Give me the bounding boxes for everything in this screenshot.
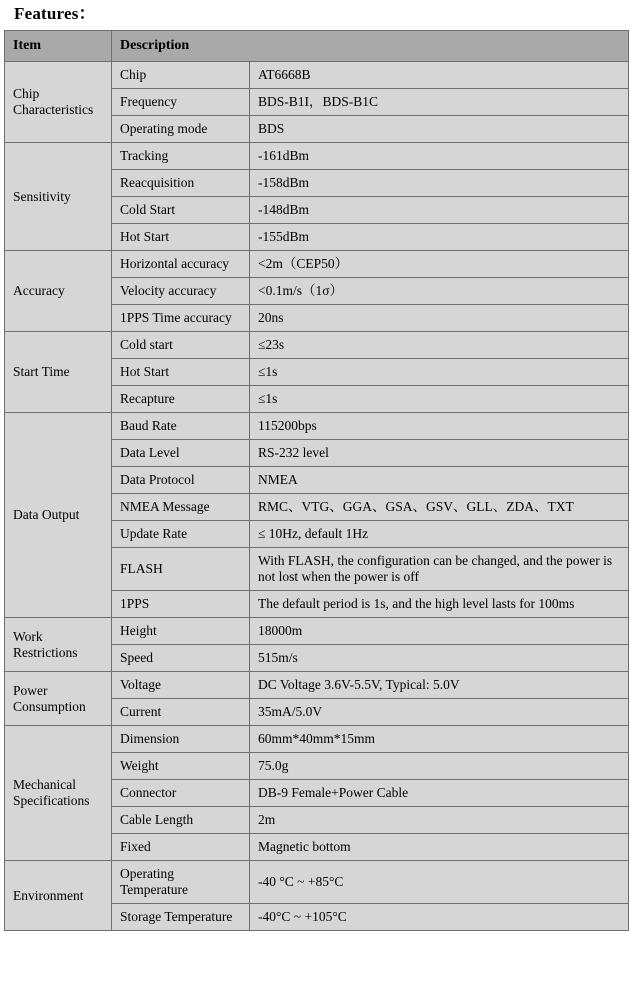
column-header-item: Item xyxy=(5,31,112,62)
parameter-label: Recapture xyxy=(112,386,250,413)
parameter-value: -158dBm xyxy=(250,170,629,197)
page-title: Features： xyxy=(14,4,96,23)
parameter-label: Dimension xyxy=(112,726,250,753)
parameter-label: Speed xyxy=(112,645,250,672)
parameter-value: With FLASH, the configuration can be changed, and the power is not lost when the power is off xyxy=(250,548,629,591)
parameter-value: 75.0g xyxy=(250,753,629,780)
table-row xyxy=(5,861,629,904)
parameter-value: DC Voltage 3.6V-5.5V, Typical: 5.0V xyxy=(250,672,629,699)
parameter-label: Weight xyxy=(112,753,250,780)
parameter-label: Chip xyxy=(112,62,250,89)
parameter-label: Operating Temperature xyxy=(112,861,250,904)
parameter-label: Hot Start xyxy=(112,224,250,251)
table-header xyxy=(5,31,629,62)
parameter-label: Connector xyxy=(112,780,250,807)
parameter-value: ≤23s xyxy=(250,332,629,359)
parameter-value: Magnetic bottom xyxy=(250,834,629,861)
parameter-value: 60mm*40mm*15mm xyxy=(250,726,629,753)
table-row xyxy=(5,62,629,89)
parameter-label: Height xyxy=(112,618,250,645)
parameter-label: Fixed xyxy=(112,834,250,861)
parameter-label: Cold Start xyxy=(112,197,250,224)
table-row xyxy=(5,413,629,440)
parameter-label: Voltage xyxy=(112,672,250,699)
parameter-label: Cable Length xyxy=(112,807,250,834)
parameter-label: Velocity accuracy xyxy=(112,278,250,305)
parameter-label: Baud Rate xyxy=(112,413,250,440)
parameter-label: Reacquisition xyxy=(112,170,250,197)
parameter-label: Horizontal accuracy xyxy=(112,251,250,278)
parameter-label: Data Protocol xyxy=(112,467,250,494)
parameter-label: Update Rate xyxy=(112,521,250,548)
group-label: Mechanical Specifications xyxy=(5,726,112,861)
table-header-row xyxy=(5,31,629,62)
group-label: Sensitivity xyxy=(5,143,112,251)
parameter-value: BDS-B1I，BDS-B1C xyxy=(250,89,629,116)
parameter-value: -40 °C ~ +85°C xyxy=(250,861,629,904)
table-row xyxy=(5,143,629,170)
group-label: Start Time xyxy=(5,332,112,413)
table-row xyxy=(5,332,629,359)
group-label: Environment xyxy=(5,861,112,931)
table-row xyxy=(5,672,629,699)
parameter-label: FLASH xyxy=(112,548,250,591)
parameter-value: NMEA xyxy=(250,467,629,494)
parameter-value: ≤ 10Hz, default 1Hz xyxy=(250,521,629,548)
parameter-value: 115200bps xyxy=(250,413,629,440)
parameter-value: DB-9 Female+Power Cable xyxy=(250,780,629,807)
parameter-value: 515m/s xyxy=(250,645,629,672)
table-body xyxy=(5,62,629,931)
parameter-value: <2m（CEP50） xyxy=(250,251,629,278)
parameter-value: 20ns xyxy=(250,305,629,332)
parameter-value: <0.1m/s（1σ） xyxy=(250,278,629,305)
specifications-table xyxy=(4,30,629,931)
table-row xyxy=(5,618,629,645)
parameter-label: NMEA Message xyxy=(112,494,250,521)
parameter-value: 18000m xyxy=(250,618,629,645)
parameter-value: RMC、VTG、GGA、GSA、GSV、GLL、ZDA、TXT xyxy=(250,494,629,521)
parameter-label: 1PPS xyxy=(112,591,250,618)
parameter-value: -161dBm xyxy=(250,143,629,170)
parameter-value: AT6668B xyxy=(250,62,629,89)
column-header-description: Description xyxy=(112,31,629,62)
table-row xyxy=(5,251,629,278)
parameter-value: -155dBm xyxy=(250,224,629,251)
parameter-value: ≤1s xyxy=(250,386,629,413)
parameter-label: Frequency xyxy=(112,89,250,116)
parameter-value: ≤1s xyxy=(250,359,629,386)
parameter-label: Storage Temperature xyxy=(112,904,250,931)
parameter-value: 35mA/5.0V xyxy=(250,699,629,726)
table-row xyxy=(5,726,629,753)
group-label: Data Output xyxy=(5,413,112,618)
parameter-label: Cold start xyxy=(112,332,250,359)
parameter-value: 2m xyxy=(250,807,629,834)
parameter-value: BDS xyxy=(250,116,629,143)
parameter-label: Current xyxy=(112,699,250,726)
parameter-value: RS-232 level xyxy=(250,440,629,467)
parameter-label: 1PPS Time accuracy xyxy=(112,305,250,332)
parameter-value: -40°C ~ +105°C xyxy=(250,904,629,931)
parameter-value: The default period is 1s, and the high level lasts for 100ms xyxy=(250,591,629,618)
group-label: Chip Characteristics xyxy=(5,62,112,143)
group-label: Accuracy xyxy=(5,251,112,332)
parameter-label: Tracking xyxy=(112,143,250,170)
parameter-label: Hot Start xyxy=(112,359,250,386)
group-label: Power Consumption xyxy=(5,672,112,726)
parameter-label: Data Level xyxy=(112,440,250,467)
group-label: Work Restrictions xyxy=(5,618,112,672)
parameter-value: -148dBm xyxy=(250,197,629,224)
parameter-label: Operating mode xyxy=(112,116,250,143)
